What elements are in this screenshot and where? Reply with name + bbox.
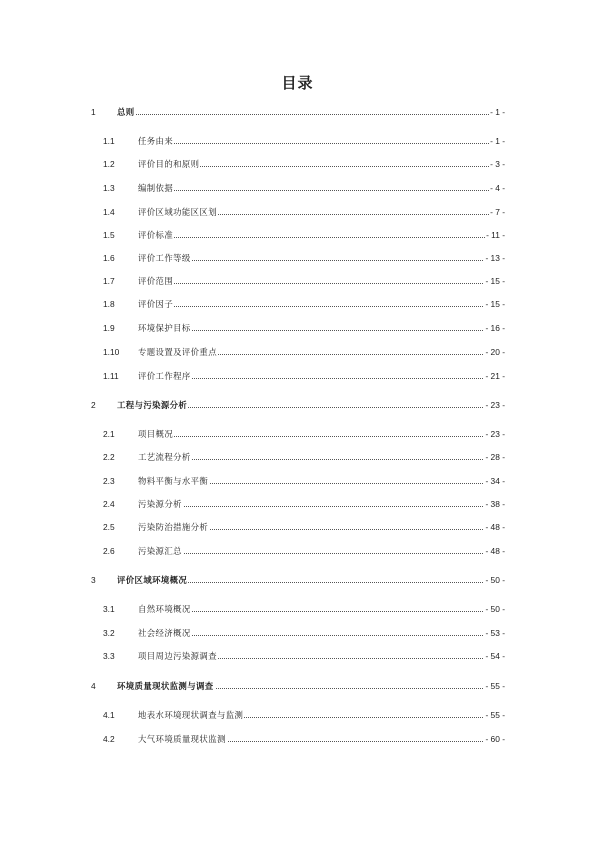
toc-entry-page: - 55 - — [485, 681, 505, 691]
toc-dot-leader — [138, 283, 503, 284]
toc-entry[interactable] — [0, 346, 595, 360]
toc-entry-number: 2 — [91, 400, 96, 410]
toc-entry-title: 污染源汇总 — [138, 546, 182, 556]
toc-entry-page: - 21 - — [485, 371, 505, 381]
toc-entry-number: 3.3 — [103, 651, 115, 661]
toc-dot-leader — [138, 306, 503, 307]
toc-entry[interactable] — [0, 650, 595, 664]
toc-dot-leader — [138, 436, 503, 437]
toc-entry[interactable] — [0, 229, 595, 243]
page-title: 目录 — [281, 74, 314, 92]
toc-entry-number: 2.6 — [103, 546, 115, 556]
toc-entry-number: 4.1 — [103, 710, 115, 720]
toc-entry-title: 地表水环境现状调查与监测 — [138, 710, 244, 720]
toc-entry[interactable] — [0, 399, 595, 413]
toc-entry-title: 环境保护目标 — [138, 323, 191, 333]
toc-entry-number: 4.2 — [103, 734, 115, 744]
toc-entry-number: 2.3 — [103, 476, 115, 486]
toc-entry-page: - 23 - — [485, 429, 505, 439]
toc-entry-title: 社会经济概况 — [138, 628, 191, 638]
toc-entry[interactable] — [0, 603, 595, 617]
toc-entry[interactable] — [0, 574, 595, 588]
toc-entry[interactable] — [0, 475, 595, 489]
toc-entry-title: 项目概况 — [138, 429, 174, 439]
toc-dot-leader — [138, 190, 503, 191]
toc-entry-number: 1 — [91, 107, 96, 117]
toc-dot-leader — [138, 378, 503, 379]
toc-entry-page: - 54 - — [485, 651, 505, 661]
toc-entry-page: - 55 - — [485, 710, 505, 720]
toc-entry-title: 评价标准 — [138, 230, 174, 240]
toc-entry[interactable] — [0, 298, 595, 312]
toc-entry-number: 3 — [91, 575, 96, 585]
toc-entry[interactable] — [0, 521, 595, 535]
toc-entry-page: - 3 - — [490, 159, 505, 169]
toc-entry-title: 工艺流程分析 — [138, 452, 191, 462]
toc-dot-leader — [138, 506, 503, 507]
toc-dot-leader — [117, 114, 503, 115]
toc-entry-title: 环境质量现状监测与调查 — [117, 681, 214, 691]
toc-dot-leader — [138, 611, 503, 612]
toc-entry-title: 污染防治措施分析 — [138, 522, 209, 532]
toc-entry-page: - 13 - — [485, 253, 505, 263]
toc-entry-page: - 15 - — [485, 299, 505, 309]
toc-entry-title: 项目周边污染源调查 — [138, 651, 217, 661]
toc-entry-page: - 48 - — [485, 546, 505, 556]
toc-dot-leader — [138, 143, 503, 144]
toc-entry-title: 任务由来 — [138, 136, 174, 146]
toc-entry-number: 1.9 — [103, 323, 115, 333]
toc-entry[interactable] — [0, 545, 595, 559]
toc-entry-page: - 4 - — [490, 183, 505, 193]
toc-dot-leader — [138, 459, 503, 460]
toc-entry-title: 专题设置及评价重点 — [138, 347, 217, 357]
toc-entry-page: - 20 - — [485, 347, 505, 357]
toc-entry[interactable] — [0, 275, 595, 289]
toc-entry-title: 物料平衡与水平衡 — [138, 476, 209, 486]
toc-entry-title: 污染源分析 — [138, 499, 182, 509]
toc-entry[interactable] — [0, 206, 595, 220]
toc-entry-title: 评价目的和原则 — [138, 159, 200, 169]
toc-dot-leader — [138, 260, 503, 261]
toc-entry[interactable] — [0, 182, 595, 196]
toc-entry-number: 1.3 — [103, 183, 115, 193]
toc-entry-page: - 28 - — [485, 452, 505, 462]
toc-entry-page: - 34 - — [485, 476, 505, 486]
toc-entry-page: - 1 - — [490, 136, 505, 146]
toc-entry-page: - 16 - — [485, 323, 505, 333]
toc-entry-title: 编制依据 — [138, 183, 174, 193]
toc-entry-title: 评价范围 — [138, 276, 174, 286]
toc-entry-number: 2.2 — [103, 452, 115, 462]
toc-entry-title: 评价工作程序 — [138, 371, 191, 381]
toc-entry[interactable] — [0, 451, 595, 465]
toc-entry-number: 1.7 — [103, 276, 115, 286]
toc-entry-number: 1.5 — [103, 230, 115, 240]
toc-entry-number: 3.2 — [103, 628, 115, 638]
toc-entry[interactable] — [0, 498, 595, 512]
toc-entry-page: - 50 - — [485, 604, 505, 614]
toc-entry-title: 评价工作等级 — [138, 253, 191, 263]
toc-entry[interactable] — [0, 322, 595, 336]
toc-entry-page: - 48 - — [485, 522, 505, 532]
toc-dot-leader — [138, 635, 503, 636]
toc-entry-page: - 15 - — [485, 276, 505, 286]
toc-entry-number: 2.4 — [103, 499, 115, 509]
toc-entry-page: - 50 - — [485, 575, 505, 585]
toc-entry-number: 2.1 — [103, 429, 115, 439]
toc-entry[interactable] — [0, 252, 595, 266]
toc-entry-number: 1.11 — [103, 371, 119, 381]
toc-entry-page: - 11 - — [486, 230, 505, 240]
toc-dot-leader — [138, 553, 503, 554]
toc-entry-title: 评价区域环境概况 — [117, 575, 188, 585]
toc-entry-title: 工程与污染源分析 — [117, 400, 188, 410]
toc-entry-title: 评价因子 — [138, 299, 174, 309]
toc-entry-number: 1.2 — [103, 159, 115, 169]
toc-entry[interactable] — [0, 135, 595, 149]
toc-entry-title: 评价区域功能区区划 — [138, 207, 217, 217]
toc-entry-page: - 7 - — [490, 207, 505, 217]
toc-entry-title: 总则 — [117, 107, 135, 117]
toc-entry[interactable] — [0, 680, 595, 694]
toc-entry[interactable] — [0, 627, 595, 641]
toc-entry-number: 4 — [91, 681, 96, 691]
toc-entry[interactable] — [0, 158, 595, 172]
toc-entry-number: 1.10 — [103, 347, 120, 357]
toc-dot-leader — [138, 237, 503, 238]
toc-entry[interactable] — [0, 370, 595, 384]
toc-entry[interactable] — [0, 428, 595, 442]
toc-entry-number: 1.4 — [103, 207, 115, 217]
toc-entry-number: 1.8 — [103, 299, 115, 309]
toc-entry[interactable] — [0, 106, 595, 120]
toc-entry-number: 1.1 — [103, 136, 115, 146]
toc-dot-leader — [138, 330, 503, 331]
toc-entry-title: 自然环境概况 — [138, 604, 191, 614]
toc-entry-number: 2.5 — [103, 522, 115, 532]
toc-entry[interactable] — [0, 733, 595, 747]
toc-entry-number: 3.1 — [103, 604, 115, 614]
toc-entry-page: - 53 - — [485, 628, 505, 638]
toc-entry-page: - 38 - — [485, 499, 505, 509]
toc-entry-page: - 23 - — [485, 400, 505, 410]
toc-entry[interactable] — [0, 709, 595, 723]
toc-entry-title: 大气环境质量现状监测 — [138, 734, 226, 744]
toc-entry-page: - 1 - — [490, 107, 505, 117]
toc-entry-number: 1.6 — [103, 253, 115, 263]
toc-entry-page: - 60 - — [485, 734, 505, 744]
